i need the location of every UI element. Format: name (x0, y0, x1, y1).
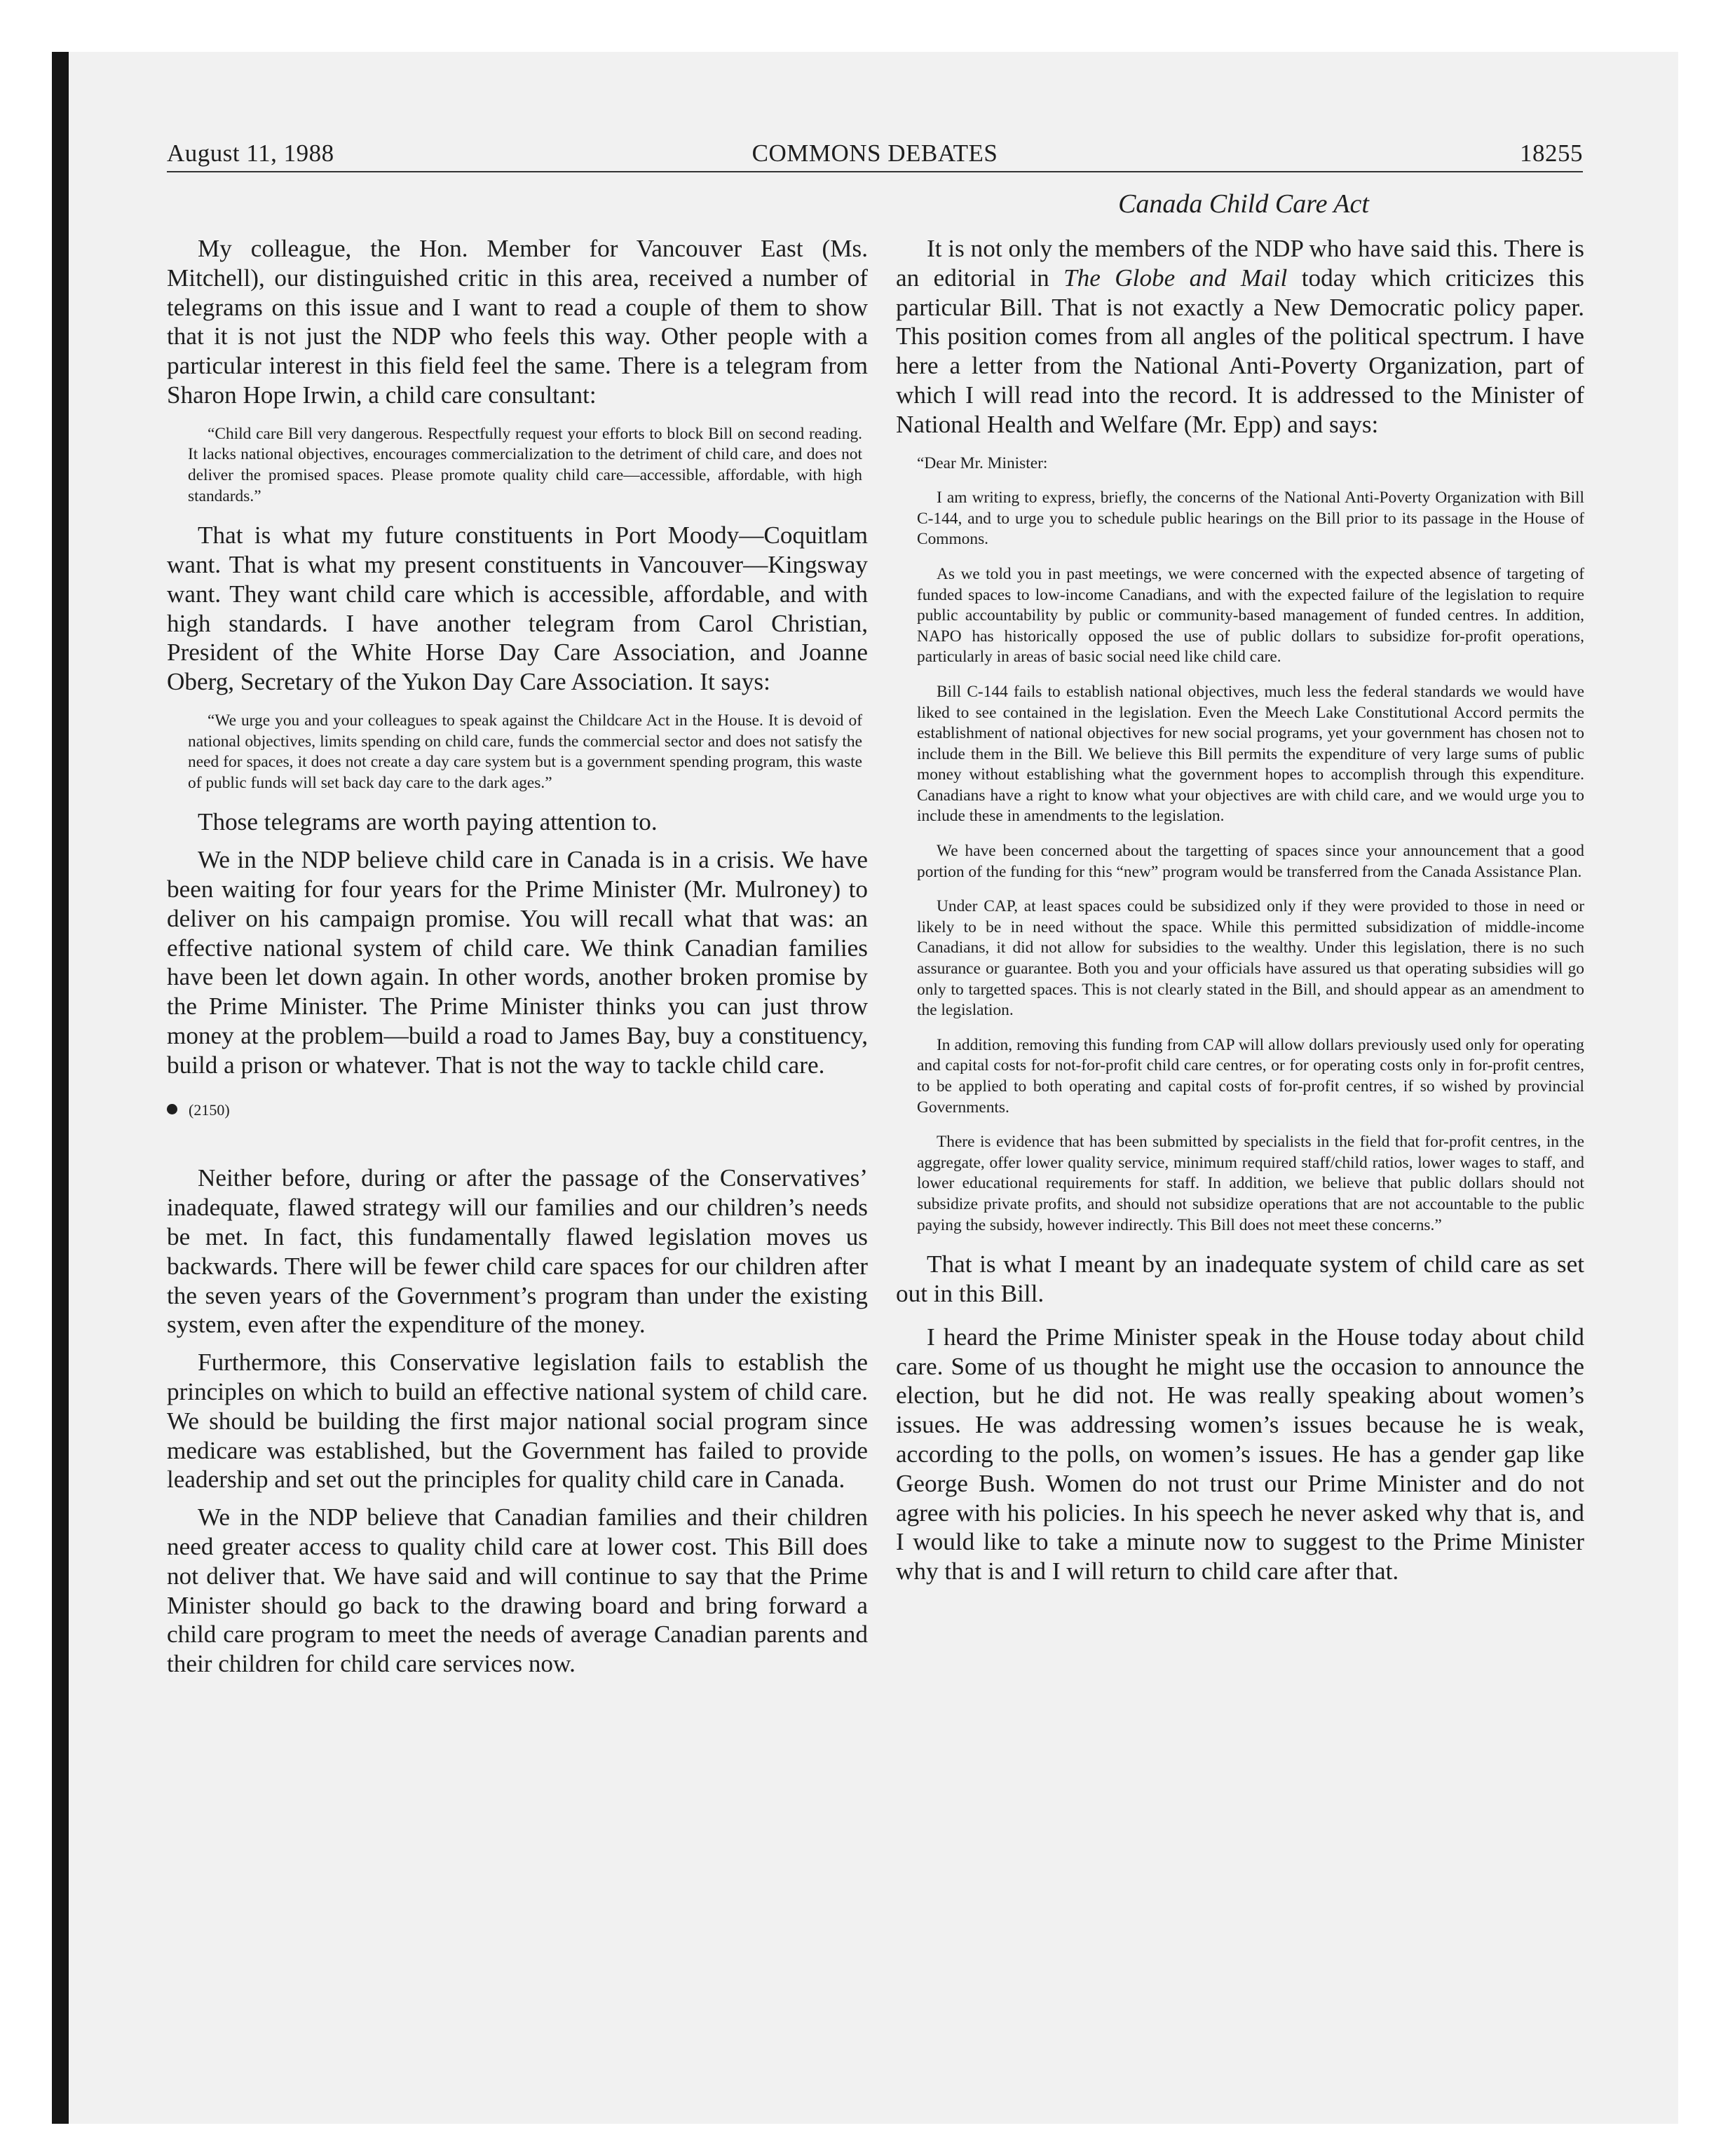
quoted-telegram: “We urge you and your colleagues to speak against the Childcare Act in the House. It is devoid of national objectives, limits spending on child care, funds the commercial sector and does not satisfy the need for spaces, it does not create a day care system but is a government spending program, this waste of public funds will set back day care to the dark ages.” (188, 711, 862, 792)
right-column (896, 234, 1584, 1586)
letter-paragraph: We have been concerned about the targetting of spaces since your announcement that a good portion of the funding for this “new” program would be transferred from the Canada Assistance Plan. (917, 842, 1584, 881)
letter-paragraph: There is evidence that has been submitted by specialists in the field that for-profit centres, in the aggregate, offer lower quality service, minimum required staff/child ratios, lower wages to staff, and lower educational requirements for staff. In addition, we believe that public dollars should not subsidize private profits, and should not subsidize operations that are not accountable to the public paying the subsidy, however indirectly. This Bill does not meet these concerns.” (917, 1133, 1584, 1234)
letter-paragraph: In addition, removing this funding from CAP will allow dollars previously used only for operating and capital costs for not-for-profit child care centres, or for operating costs only in for-profit centres, to be applied to both operating and capital costs of for-profit centres, if so wished by provincial Governments. (917, 1035, 1584, 1117)
time-marker (167, 1100, 868, 1120)
header-publication: COMMONS DEBATES (751, 139, 998, 167)
scan-edge (52, 52, 69, 2124)
letter-paragraph: Under CAP, at least spaces could be subsidized only if they were provided to those in need or likely to be in need without the space. While this permitted subsidization of middle-income Canadians, it did not allow for subsidies to the wealthy. Under this legislation, there is no such assurance or guarantee. Both you and your officials have assured us that operating subsidies will go only to targetted spaces. This is not clearly stated in the Bill, and should appear as an amendment to the legislation. (917, 897, 1584, 1020)
letter-salutation: “Dear Mr. Minister: (917, 453, 1048, 472)
time-marker-text: (2150) (189, 1101, 230, 1119)
paragraph: We in the NDP believe that Canadian families and their children need greater access to quality child care at lower cost. This Bill does not deliver that. We have said and will continue to say that the Prime Minister should go back to the drawing board and bring forward a child care program to meet the needs of average Canadian parents and their children for child care services now. (167, 1503, 868, 1678)
bullet-icon (167, 1104, 177, 1114)
paragraph: I heard the Prime Minister speak in the House today about child care. Some of us thought he might use the occasion to announce the election, but he did not. He was really speaking about women’s issues. He was addressing women’s issues because he is weak, according to the polls, on women’s issues. He has a gender gap like George Bush. Women do not trust our Prime Minister and do not agree with his policies. In his speech he never asked why that is, and I would like to take a minute now to suggest to the Prime Minister why that is and I will return to child care after that. (896, 1323, 1584, 1585)
paragraph: Neither before, during or after the passage of the Conservatives’ inadequate, flawed strategy will our families and our children’s needs be met. In fact, this fundamentally flawed legislation moves us backwards. There will be fewer child care spaces for our children after the seven years of the Government’s program than under the existing system, even after the expenditure of the money. (167, 1164, 868, 1339)
letter-paragraph: Bill C-144 fails to establish national objectives, much less the federal standards we would have liked to see contained in the legislation. Even the Meech Lake Constitutional Accord permits the establishment of national objectives for new social programs, yet your government has chosen not to include them in the Bill. We believe this Bill permits the expenditure of very large sums of public money without establishing what the government hopes to accomplish through this expenditure. Canadians have a right to know what your objectives are with child care, and we would urge you to include these in amendments to the legislation. (917, 682, 1584, 826)
paragraph: That is what my future constituents in Port Moody—Coquitlam want. That is what my present constituents in Vancouver—Kingsway want. They want child care which is accessible, affordable, and with high standards. I have another telegram from Carol Christian, President of the White Horse Day Care Association, and Joanne Oberg, Secretary of the Yukon Day Care Association. It says: (167, 521, 868, 696)
left-column (167, 234, 868, 1679)
paragraph: Furthermore, this Conservative legislation fails to establish the principles on which to build an effective national system of child care. We should be building the first major national social program since medicare was established, but the Government has failed to provide leadership and set out the principles for quality child care in Canada. (167, 1349, 868, 1494)
paragraph: It is not only the members of the NDP who have said this. There is an editorial in The Globe and Mail today which criticizes this particular Bill. That is not exactly a New Democratic policy paper. This position comes from all angles of the political spectrum. I have here a letter from the National Anti-Poverty Organization, part of which I will read into the record. It is addressed to the Minister of National Health and Welfare (Mr. Epp) and says: (896, 235, 1585, 438)
paragraph: That is what I meant by an inadequate system of child care as set out in this Bill. (896, 1250, 1584, 1307)
paragraph: My colleague, the Hon. Member for Vancouver East (Ms. Mitchell), our distinguished critic in this area, received a number of telegrams on this issue and I want to read a couple of them to show that it is not just the NDP who feels this way. Other people with a particular interest in this field feel the same. There is a telegram from Sharon Hope Irwin, a child care consultant: (167, 235, 868, 409)
quoted-telegram: “Child care Bill very dangerous. Respectfully request your efforts to block Bill on second reading. It lacks national objectives, encourages commercialization to the detriment of child care, and does not deliver the promised spaces. Please promote quality child care—accessible, affordable, with high standards.” (188, 424, 862, 505)
paragraph: We in the NDP believe child care in Canada is in a crisis. We have been waiting for four years for the Prime Minister (Mr. Mulroney) to deliver on his campaign promise. You will recall what that was: an effective national system of child care. We think Canadian families have been let down again. In other words, another broken promise by the Prime Minister. The Prime Minister thinks you can just throw money at the problem—build a road to James Bay, buy a constituency, build a prison or whatever. That is not the way to tackle child care. (167, 846, 868, 1079)
header-date: August 11, 1988 (167, 139, 334, 167)
newspaper-title: The Globe and Mail (1063, 264, 1288, 292)
subject-heading: Canada Child Care Act (1118, 189, 1369, 219)
letter-paragraph: As we told you in past meetings, we were concerned with the expected absence of targeting of funded spaces to low-income Canadians, and with the expected failure of the legislation to require public accountability by public or community-based management of funded centres. In addition, NAPO has historically opposed the use of public dollars to subsidize for-profit operations, particularly in areas of basic social need like child care. (917, 564, 1584, 667)
header-page-number: 18255 (1520, 139, 1583, 167)
paragraph: Those telegrams are worth paying attention to. (198, 808, 658, 836)
letter-paragraph: I am writing to express, briefly, the concerns of the National Anti-Poverty Organization with Bill C-144, and to urge you to schedule public hearings on the Bill prior to its passage in the House of Commons. (917, 489, 1584, 549)
running-header (167, 139, 1583, 172)
